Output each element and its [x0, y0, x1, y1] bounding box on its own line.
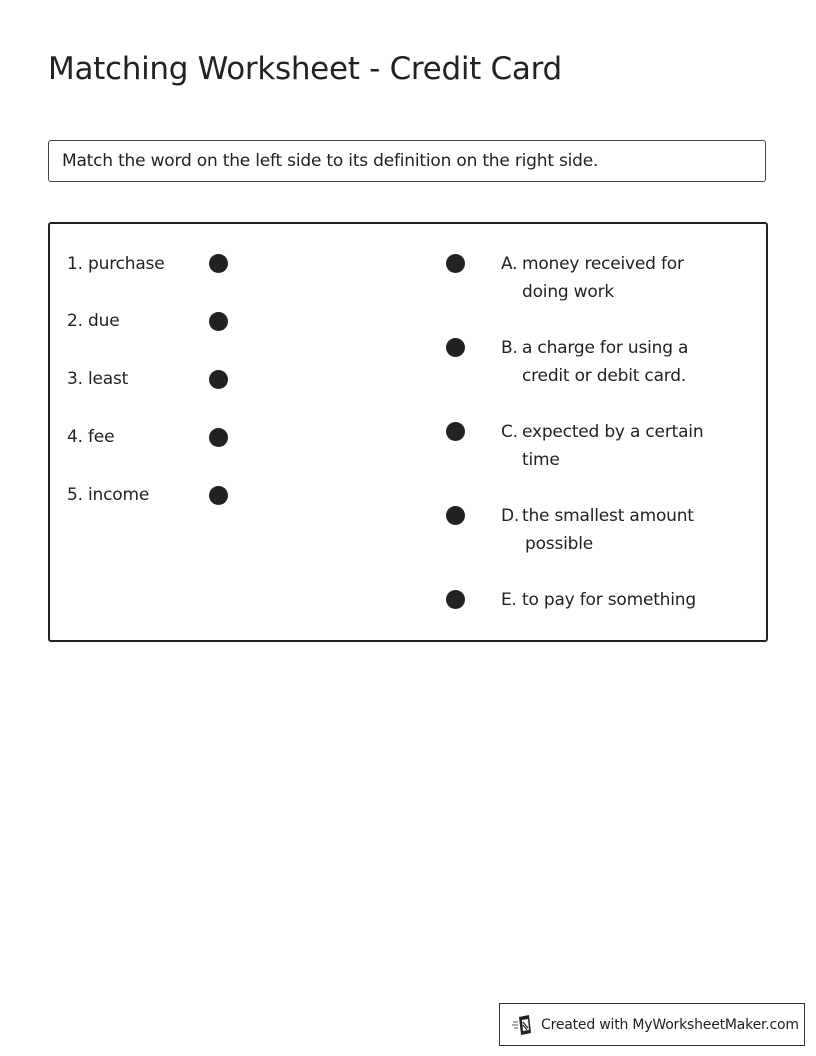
word-item: 1. purchase — [67, 254, 165, 274]
definition-connector-dot[interactable] — [446, 590, 465, 609]
definition-letter: D. — [501, 506, 520, 526]
definition-item — [501, 502, 741, 558]
definition-text-continued: credit or debit card. — [522, 366, 687, 386]
word-connector-dot[interactable] — [209, 370, 228, 389]
definition-text: a charge for using a — [522, 338, 689, 358]
word-item: 4. fee — [67, 427, 115, 447]
definition-item — [501, 334, 741, 390]
word-connector-dot[interactable] — [209, 428, 228, 447]
matching-area — [48, 222, 768, 642]
definition-connector-dot[interactable] — [446, 422, 465, 441]
instructions-box: Match the word on the left side to its definition on the right side. — [48, 140, 766, 182]
definition-connector-dot[interactable] — [446, 338, 465, 357]
page-title: Matching Worksheet - Credit Card — [48, 51, 562, 87]
definition-text: to pay for something — [522, 590, 696, 610]
word-connector-dot[interactable] — [209, 312, 228, 331]
definition-letter: C. — [501, 422, 518, 442]
definition-text-continued: time — [522, 450, 560, 470]
definition-text-continued: possible — [525, 534, 594, 554]
footer-text: Created with MyWorksheetMaker.com — [541, 1016, 799, 1033]
definition-text: money received for — [522, 254, 684, 274]
definition-letter: A. — [501, 254, 518, 274]
definition-letter: E. — [501, 590, 517, 610]
word-item: 3. least — [67, 369, 129, 389]
definition-connector-dot[interactable] — [446, 254, 465, 273]
definition-letter: B. — [501, 338, 518, 358]
definition-text-continued: doing work — [522, 282, 615, 302]
definition-text: expected by a certain — [522, 422, 704, 442]
definition-text: the smallest amount — [522, 506, 694, 526]
word-connector-dot[interactable] — [209, 254, 228, 273]
definition-item — [501, 250, 741, 306]
word-item: 2. due — [67, 311, 120, 331]
word-item: 5. income — [67, 485, 150, 505]
footer-credit[interactable] — [499, 1003, 805, 1046]
worksheet-maker-logo-icon — [512, 1014, 534, 1036]
definition-item — [501, 586, 741, 614]
definition-connector-dot[interactable] — [446, 506, 465, 525]
word-connector-dot[interactable] — [209, 486, 228, 505]
definition-item — [501, 418, 741, 474]
